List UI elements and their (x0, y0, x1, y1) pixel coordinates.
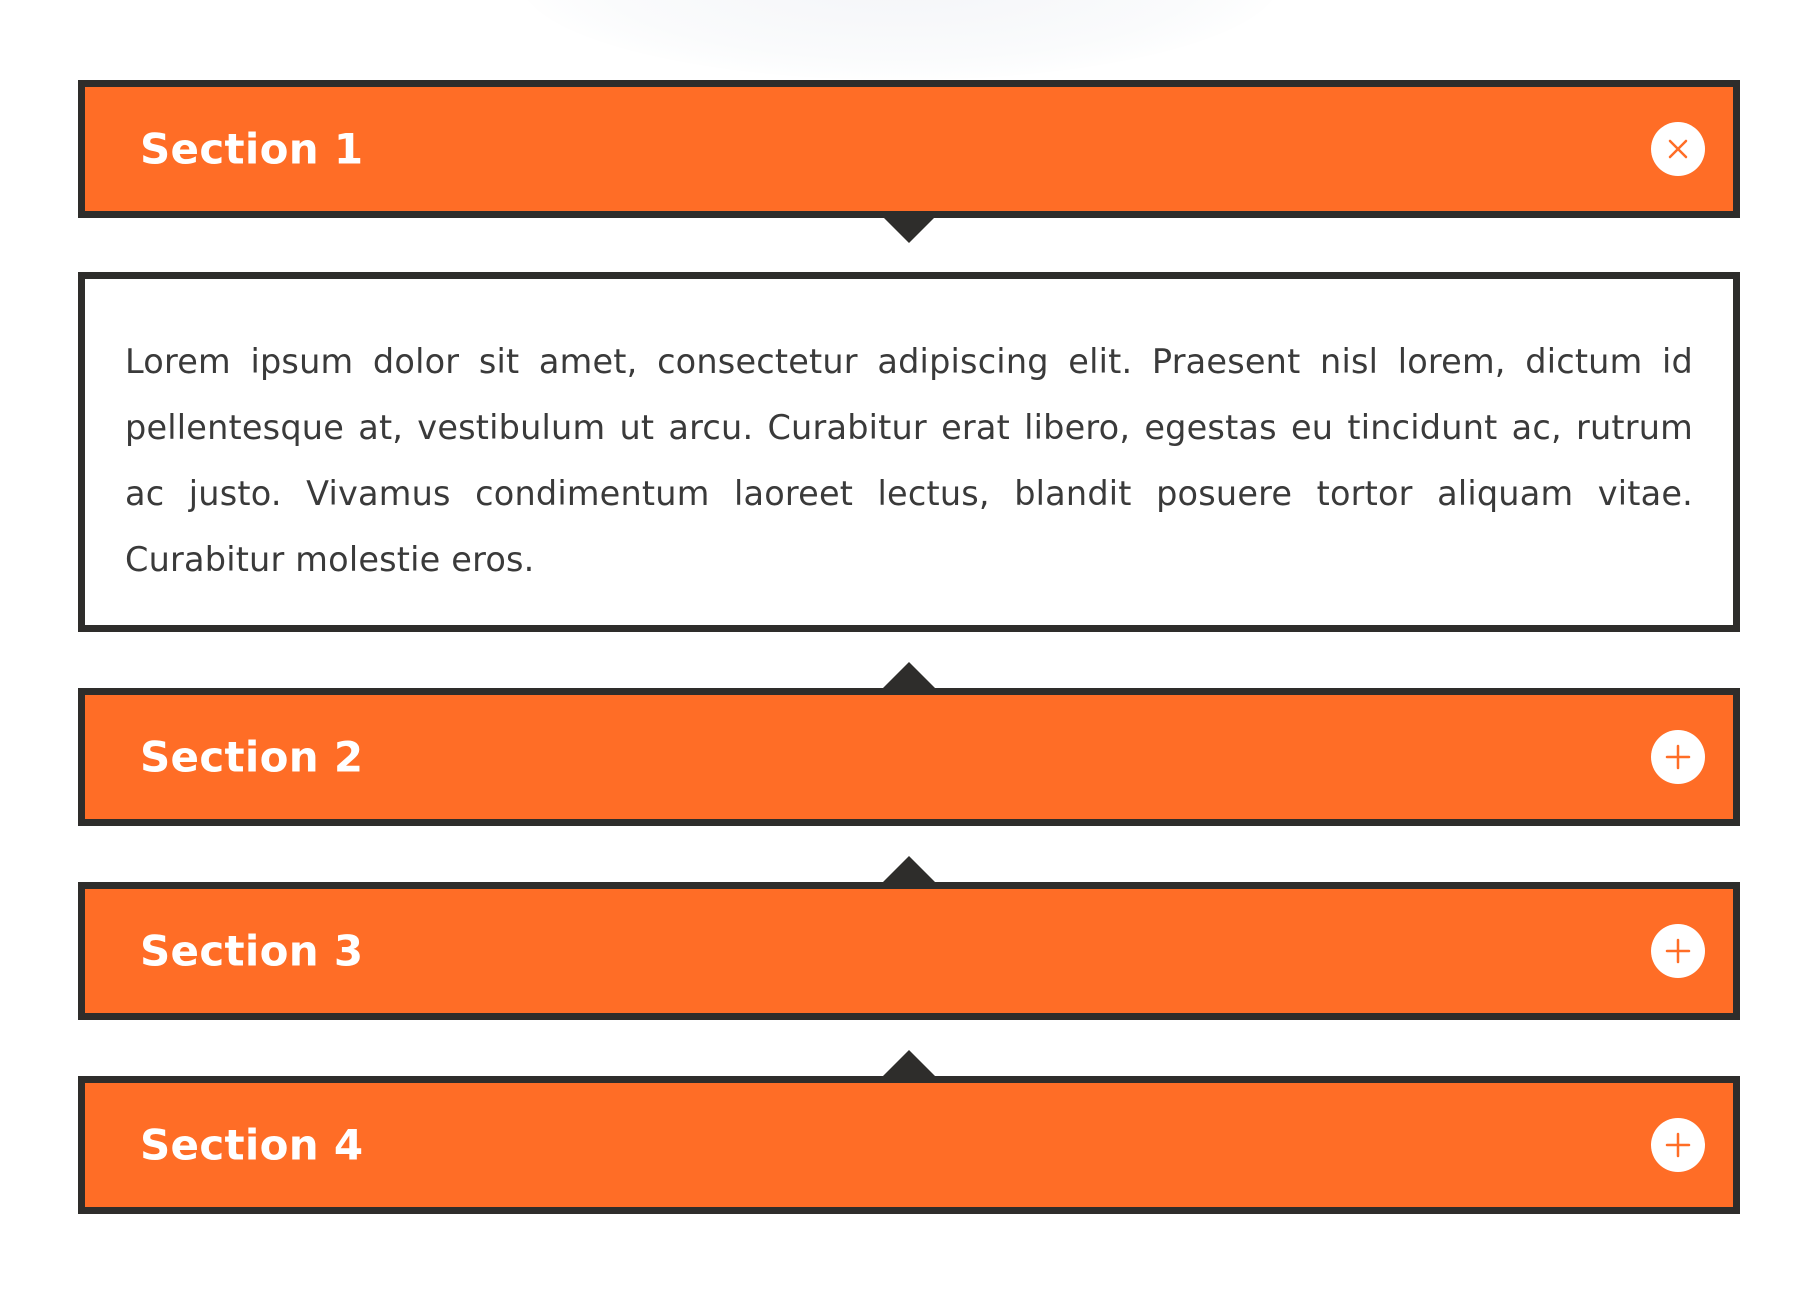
close-icon[interactable] (1651, 122, 1705, 176)
close-icon-glyph (1651, 122, 1705, 176)
background-glow (520, 0, 1280, 80)
section-1-title: Section 1 (140, 124, 364, 174)
pointer-up-icon (882, 1050, 936, 1077)
plus-icon-glyph (1651, 730, 1705, 784)
section-1-body: Lorem ipsum dolor sit amet, consectetur adipiscing elit. Praesent nisl lorem, dictum id pellentesque at, vestibulum ut arcu. Curabitur erat libero, egestas eu tincidunt ac, rutrum ac justo. Vivamus condimentum laoreet lectus, blandit posuere tortor aliquam vitae. Curabitur molestie eros. (125, 342, 1693, 579)
plus-icon[interactable] (1651, 1118, 1705, 1172)
section-4-header[interactable] (78, 1076, 1740, 1214)
section-2-title: Section 2 (140, 732, 364, 782)
plus-icon[interactable] (1651, 924, 1705, 978)
pointer-down-icon (882, 216, 936, 243)
plus-icon-glyph (1651, 924, 1705, 978)
section-4-title: Section 4 (140, 1120, 364, 1170)
section-2-header[interactable] (78, 688, 1740, 826)
section-1-panel (78, 272, 1740, 632)
pointer-up-icon (882, 856, 936, 883)
section-1-header[interactable] (78, 80, 1740, 218)
plus-icon-glyph (1651, 1118, 1705, 1172)
plus-icon[interactable] (1651, 730, 1705, 784)
accordion (78, 80, 1740, 1214)
section-3-title: Section 3 (140, 926, 364, 976)
pointer-up-icon (882, 662, 936, 689)
section-3-header[interactable] (78, 882, 1740, 1020)
